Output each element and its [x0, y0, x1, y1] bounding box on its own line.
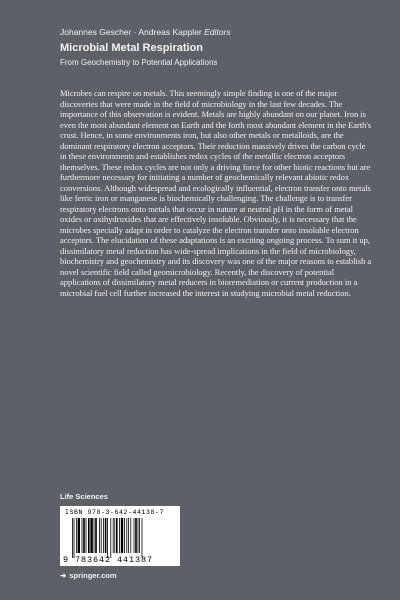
publisher-link[interactable]: [60, 571, 117, 580]
barcode-bar: [134, 518, 135, 553]
barcode-bar: [94, 518, 95, 553]
barcode-bar: [83, 518, 85, 553]
barcode-bar: [105, 518, 107, 553]
publisher-url: springer.com: [69, 571, 117, 580]
barcode-bar: [116, 518, 118, 553]
barcode-bar: [138, 518, 139, 553]
barcode-bar: [78, 518, 80, 553]
book-subtitle: From Geochemistry to Potential Applications: [60, 58, 218, 67]
barcode-bar: [124, 518, 125, 553]
barcode-bar: [103, 518, 104, 553]
barcode-bar: [113, 518, 114, 553]
barcode-bar: [86, 518, 87, 553]
barcode-bar: [88, 518, 90, 553]
barcode-bar: [76, 518, 77, 553]
series-name: Life Sciences: [60, 492, 108, 501]
barcode-bar: [142, 518, 143, 558]
back-cover-blurb: Microbes can respire on metals. This seemingly simple finding is one of the major discoveries that were made in the field of microbiology in the last few decades. The importance of this observation is evident. Metals are highly abundant on our planet. Iron is even the most abundant element on Earth and the forth most abundant element in the Earth's crust. Hence, in some environments iron, but also other metals or metalloids, are the dominant respiratory electron acceptors. Their reduction massively drives the carbon cycle in these environments and establishes redox cycles of the metallic electron acceptors themselves. These redox cycles are not only a driving force for other biotic reactions but are furthermore necessary for initiating a number of geochemically relevant abiotic redox conversions. Although widespread and ecologically influential, electron transfer onto metals like ferric iron or manganese is biochemically challenging. The challenge is to transfer respiratory electrons onto metals that occur in nature at neutral pH in the form of metal oxides or oxihydroxides that are effectively insoluble. Obviously, it is necessary that the microbes specially adapt in order to catalyze the electron transfer onto insoluble electron acceptors. The elucidation of these adaptations is an exciting ongoing process. To sum it up, dissimilatory metal reduction has wide-spread implications in the field of microbiology, biochemistry and geochemistry and its discovery was one of the major reasons to establish a novel scientific field called geomicrobiology. Recently, the discovery of potential applications of dissimilatory metal reducers in bioremediation or current production in a microbial fuel cell further increased the interest in studying microbial metal reduction.: [60, 88, 372, 298]
ean-text: 9 783642 441387: [63, 555, 154, 565]
barcode-bar: [126, 518, 127, 553]
barcode-bar: [74, 518, 75, 558]
barcode-bar: [110, 518, 111, 558]
isbn-text: ISBN 978-3-642-44138-7: [65, 509, 165, 516]
barcode-bar: [107, 518, 108, 558]
editors-line: [60, 27, 380, 38]
barcode-bar: [90, 518, 92, 553]
barcode-bar: [121, 518, 123, 553]
arrow-icon: ➜: [60, 571, 67, 580]
barcode-bar: [119, 518, 120, 553]
barcode-bar: [95, 518, 97, 553]
barcode-bar: [130, 518, 131, 553]
barcode-bar: [99, 518, 100, 553]
barcode-bar: [82, 518, 83, 553]
barcode-bar: [101, 518, 102, 553]
book-title: Microbial Metal Respiration: [60, 42, 204, 54]
barcode-box: [60, 506, 180, 566]
editors-names: Johannes Gescher · Andreas Kappler: [60, 27, 202, 37]
barcode-bar: [72, 518, 73, 558]
barcode-icon: [72, 518, 172, 558]
barcode-bar: [135, 518, 137, 553]
barcode-bar: [139, 518, 140, 553]
header: [60, 27, 380, 68]
barcode-bar: [114, 518, 115, 553]
barcode-bar: [128, 518, 129, 553]
editors-role: Editors: [204, 27, 231, 37]
